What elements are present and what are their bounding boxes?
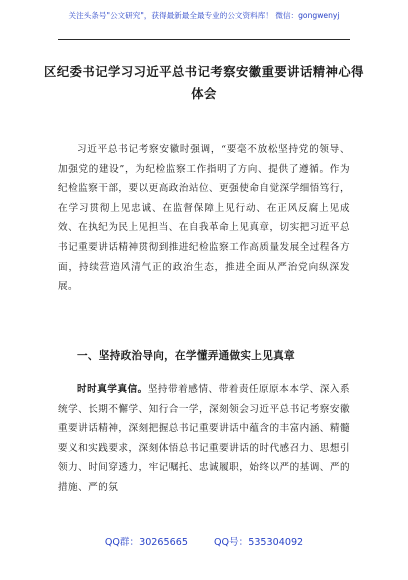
- header-note: 关注头条号"公文研究"，获得最新最全最专业的公文资料库！ 微信：gongwenyj: [68, 11, 340, 20]
- qq-group-number: QQ群：30265665: [104, 537, 188, 548]
- footer-contact: [0, 534, 408, 548]
- paragraph-2: [58, 380, 350, 498]
- paragraph-1: 习近平总书记考察安徽时强调，“要毫不放松坚持党的领导、加强党的建设”，为纪检监察工作指明了方向、提供了遵循。作为纪检监察干部，要以更高政治站位、更强使命自觉深学细悟笃行，在学习贯彻上见忠诚、在监督保障上见行动、在正风反腐上见成效、在执纪为民上见担当、在自我革命上见真章，切实把习近平总书记重要讲话精神贯彻到推进纪检监察工作高质量发展全过程各方面，持续营造风清气正的政治生态，推进全面从严治党向纵深发展。: [58, 144, 350, 293]
- section-heading-1: 一、坚持政治导向，在学懂弄通做实上见真章: [77, 350, 295, 362]
- paragraph-2-text: 坚持带着感情、带着责任原原本本学、深入系统学、长期不懈学、知行合一学，深刻领会习近平总书记考察安徽重要讲话精神，深刻把握总书记重要讲话中蕴含的丰富内涵、精髓要义和实践要求，深刻体悟总书记重要讲话的时代感召力、思想引领力、时间穿透力，牢记嘱托、忠诚履职，始终以严的基调、严的措施、严的氛: [58, 384, 350, 493]
- paragraph-2-lead: 时时真学真信。: [77, 384, 148, 395]
- header-divider: [58, 39, 350, 40]
- qq-number: QQ号：535304092: [213, 537, 304, 548]
- document-title: 区纪委书记学习习近平总书记考察安徽重要讲话精神心得体会: [44, 64, 364, 101]
